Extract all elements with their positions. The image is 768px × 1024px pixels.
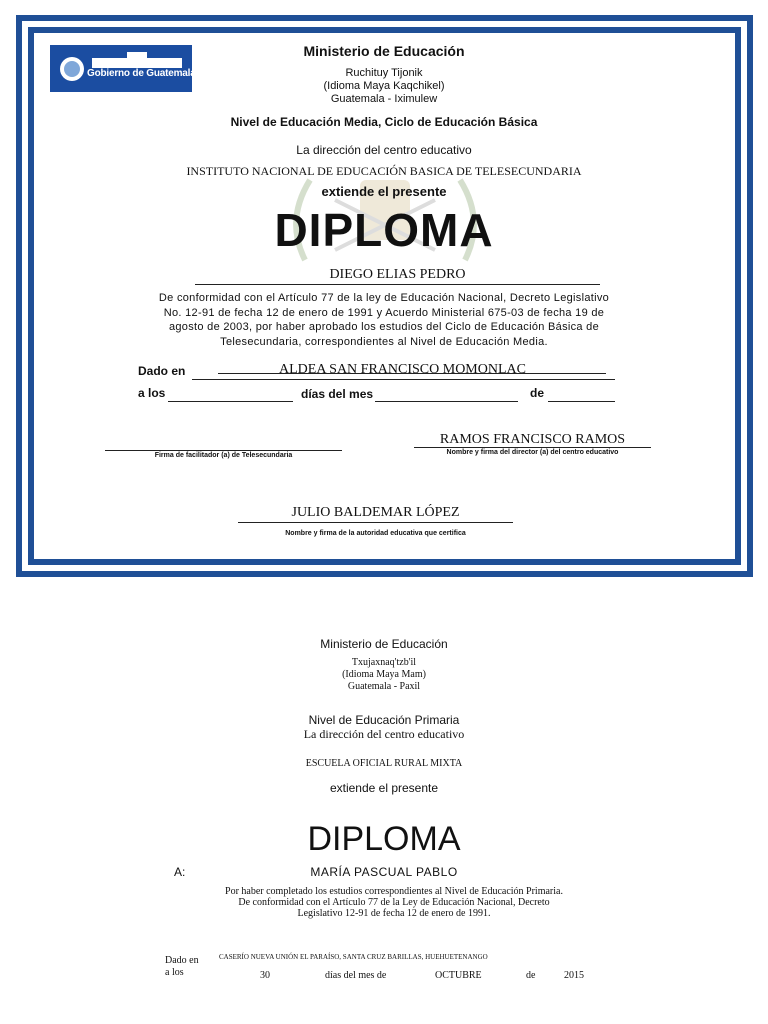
year-line (548, 401, 615, 402)
diploma-title: DIPLOMA (274, 204, 494, 256)
days-of-month-label: días del mes (301, 387, 374, 401)
place-line (192, 379, 615, 380)
education-level-2: Nivel de Educación Primaria (308, 713, 460, 727)
legal-line: Telesecundaria, correspondientes al Nivel de Educación Media. (220, 335, 548, 348)
legal-line: No. 12-91 de fecha 12 de enero de 1991 y Acuerdo Ministerial 675-03 de fecha 19 de (163, 306, 605, 319)
student-line (195, 284, 600, 285)
a-los-label-2: a los (165, 967, 184, 978)
dado-en-label: Dado en (138, 364, 186, 378)
month-value-2: OCTUBRE (435, 970, 482, 981)
school-name-2: ESCUELA OFICIAL RURAL MIXTA (305, 758, 463, 769)
ministry-title: Ministerio de Educación (303, 43, 465, 59)
student-name-2: MARÍA PASCUAL PABLO (310, 865, 458, 879)
month-line (375, 401, 518, 402)
days-of-month-label-2: días del mes de (325, 970, 387, 981)
language-label: (Idioma Maya Kaqchikel) (323, 80, 445, 92)
place-value: ALDEA SAN FRANCISCO MOMONLAC (279, 362, 526, 377)
seal-icon (57, 54, 87, 84)
student-name: DIEGO ELIAS PEDRO (329, 267, 466, 282)
facilitator-label: Firma de facilitador (a) de Telesecundaria (154, 452, 293, 459)
legal-line: De conformidad con el Artículo 77 de la ley de Educación Nacional, Decreto Legislativo (158, 292, 610, 304)
extends-text: extiende el presente (321, 184, 447, 199)
authority-name: JULIO BALDEMAR LÓPEZ (291, 505, 460, 520)
authority-signature-line (238, 522, 513, 523)
school-name: INSTITUTO NACIONAL DE EDUCACIÓN BASICA DE TELESECUNDARIA (186, 164, 582, 178)
a-label-2: A: (174, 865, 186, 879)
legal-line: agosto de 2003, por haber aprobado los estudios del Ciclo de Educación Básica de (168, 321, 600, 333)
legal-paragraph (110, 291, 658, 349)
facilitator-signature-line (105, 450, 342, 451)
day-value-2: 30 (260, 970, 270, 981)
place-strike-line (218, 373, 606, 374)
a-los-label: a los (138, 386, 166, 400)
legal-line: De conformidad con el Artículo 77 de la Ley de Educación Nacional, Decreto (238, 897, 550, 908)
language-name-2: Txujaxnaq'tzb'il (351, 657, 417, 668)
legal-line: Por haber completado los estudios correspondientes al Nivel de Educación Primaria. (225, 886, 563, 897)
authority-label: Nombre y firma de la autoridad educativa que certifica (285, 530, 466, 537)
director-label: Nombre y firma del director (a) del centro educativo (446, 449, 619, 456)
year-value-2: 2015 (564, 970, 584, 981)
director-signature-line (414, 447, 651, 448)
location: Guatemala - Iximulew (330, 93, 438, 105)
palace-icon (87, 50, 187, 70)
language-name: Ruchituy Tijonik (345, 67, 423, 79)
diploma-title-2: DIPLOMA (307, 820, 461, 858)
legal-line: Legislativo 12-91 de fecha 12 de enero de 1991. (297, 908, 491, 919)
day-line (168, 401, 293, 402)
direction-text: La dirección del centro educativo (296, 143, 472, 157)
dado-en-label-2: Dado en (165, 955, 199, 966)
ministry-title-2: Ministerio de Educación (320, 637, 448, 651)
education-level: Nivel de Educación Media, Ciclo de Educación Básica (230, 115, 538, 129)
legal-paragraph-2 (120, 886, 668, 919)
language-label-2: (Idioma Maya Mam) (342, 669, 426, 680)
de-label-2: de (526, 970, 536, 981)
de-label: de (530, 386, 545, 400)
direction-text-2: La dirección del centro educativo (303, 727, 465, 741)
extends-text-2: extiende el presente (329, 781, 439, 795)
logo-text: Gobierno de Guatemala (87, 68, 196, 79)
place-value-2: CASERÍO NUEVA UNIÓN EL PARAÍSO, SANTA CRUZ BARILLAS, HUEHUETENANGO (219, 953, 488, 961)
director-name: RAMOS FRANCISCO RAMOS (439, 432, 626, 447)
location-2: Guatemala - Paxil (347, 681, 421, 692)
